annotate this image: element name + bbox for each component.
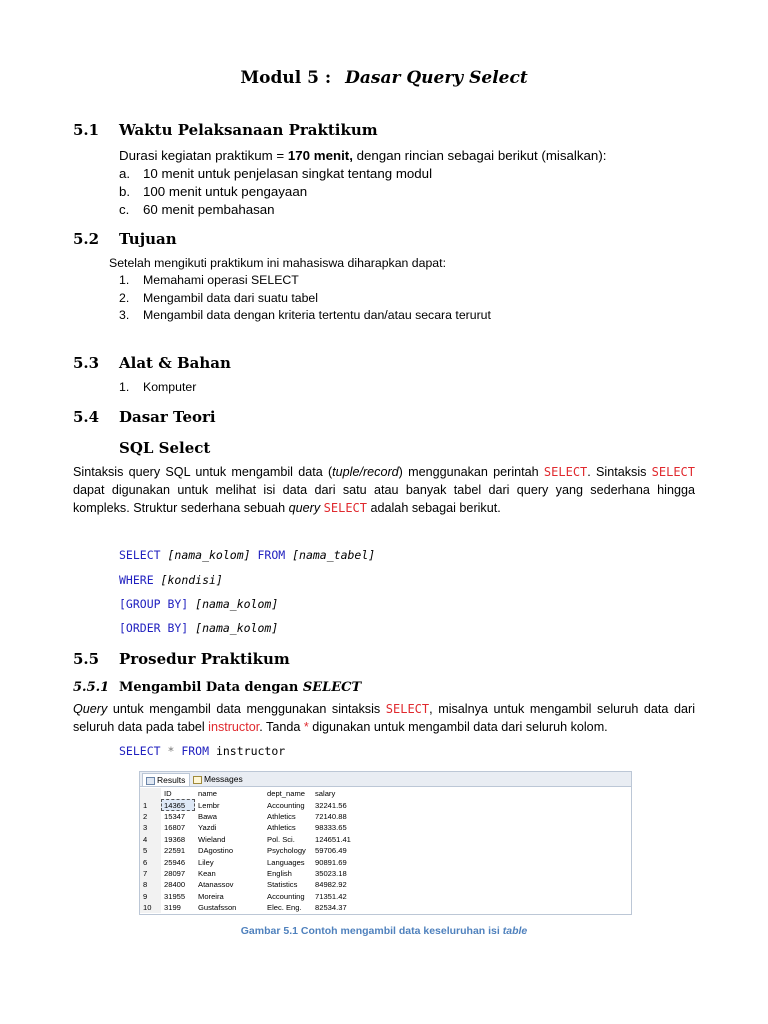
table-cell[interactable]: Psychology bbox=[267, 846, 306, 856]
results-tabs bbox=[140, 772, 631, 787]
intro-bold: 170 menit, bbox=[287, 148, 353, 163]
column-header[interactable]: dept_name bbox=[267, 789, 305, 799]
table-cell[interactable]: Kean bbox=[198, 868, 216, 878]
table-cell[interactable]: 22591 bbox=[164, 846, 186, 856]
column-header[interactable]: ID bbox=[164, 789, 172, 799]
row-number: 2 bbox=[140, 811, 161, 822]
tab-label: Results bbox=[157, 775, 186, 785]
code-keyword: SELECT bbox=[119, 744, 161, 758]
list-item bbox=[119, 201, 432, 219]
table-cell[interactable]: Accounting bbox=[267, 891, 305, 901]
text-italic: SELECT bbox=[302, 680, 362, 695]
subsection-title: SQL Select bbox=[119, 439, 211, 457]
table-cell[interactable]: Wieland bbox=[198, 834, 226, 844]
list-item bbox=[119, 307, 491, 325]
list-item bbox=[119, 272, 491, 290]
table-cell[interactable]: Athletics bbox=[267, 811, 296, 821]
table-cell[interactable]: Athletics bbox=[267, 823, 296, 833]
table-cell[interactable]: 28400 bbox=[164, 880, 186, 890]
row-number: 4 bbox=[140, 834, 161, 845]
duration-intro bbox=[119, 147, 606, 165]
list-text: Komputer bbox=[143, 380, 197, 394]
text: Sintaksis query SQL untuk mengambil data ( bbox=[73, 465, 333, 479]
figure-caption bbox=[0, 925, 768, 937]
list-text: 100 menit untuk pengayaan bbox=[143, 184, 308, 199]
table-row[interactable] bbox=[140, 891, 359, 902]
table-cell[interactable]: 59706.49 bbox=[315, 846, 347, 856]
table-cell[interactable]: 124651.41 bbox=[315, 834, 351, 844]
code-keyword: [ORDER BY] bbox=[119, 621, 189, 635]
code-table: instructor bbox=[209, 744, 286, 758]
section-number: 5.5 bbox=[73, 650, 100, 668]
table-cell[interactable]: 14365 bbox=[161, 799, 195, 810]
code-keyword: [GROUP BY] bbox=[119, 597, 189, 611]
table-row[interactable] bbox=[140, 868, 359, 879]
table-cell[interactable]: Lembr bbox=[198, 800, 220, 810]
section-title: Prosedur Praktikum bbox=[119, 650, 290, 668]
keyword: SELECT bbox=[543, 465, 588, 479]
subsection-number: 5.5.1 bbox=[73, 680, 110, 695]
asterisk: * bbox=[303, 720, 309, 734]
table-cell[interactable]: Liley bbox=[198, 857, 214, 867]
text: untuk mengambil data menggunakan sintaksis bbox=[107, 702, 386, 716]
objective-list bbox=[119, 272, 491, 325]
tab-label: Messages bbox=[204, 774, 243, 784]
section-title: Alat & Bahan bbox=[119, 354, 231, 372]
table-cell[interactable]: 16807 bbox=[164, 823, 186, 833]
text: ) menggunakan perintah bbox=[398, 465, 544, 479]
code-keyword: SELECT bbox=[119, 548, 161, 562]
row-number: 3 bbox=[140, 822, 161, 833]
tools-list bbox=[119, 380, 196, 394]
keyword: SELECT bbox=[651, 465, 696, 479]
module-subtitle: Dasar Query Select bbox=[345, 68, 528, 88]
caption-italic: table bbox=[502, 925, 528, 937]
code-line bbox=[119, 744, 285, 758]
column-header[interactable]: salary bbox=[315, 789, 336, 799]
table-name: instructor bbox=[208, 720, 260, 734]
intro-text-post: dengan rincian sebagai berikut (misalkan): bbox=[352, 148, 607, 163]
code-arg: [nama_kolom] bbox=[188, 597, 279, 611]
section-number: 5.3 bbox=[73, 354, 100, 372]
row-number: 1 bbox=[140, 799, 161, 810]
list-item bbox=[119, 165, 432, 183]
table-cell[interactable]: 31955 bbox=[164, 891, 186, 901]
text-italic: tuple/record bbox=[332, 465, 399, 479]
list-marker: 3. bbox=[119, 308, 130, 322]
text: . Sintaksis bbox=[587, 465, 652, 479]
list-text: 60 menit pembahasan bbox=[143, 202, 275, 217]
caption-text: Gambar 5.1 Contoh mengambil data keseluruhan isi bbox=[240, 925, 503, 937]
table-cell[interactable]: Pol. Sci. bbox=[267, 834, 295, 844]
table-cell[interactable]: 35023.18 bbox=[315, 868, 347, 878]
table-cell[interactable]: Gustafsson bbox=[198, 903, 237, 913]
table-cell[interactable]: Yazdi bbox=[198, 823, 217, 833]
theory-paragraph bbox=[73, 463, 695, 517]
list-text: Mengambil data dengan kriteria tertentu dan/atau secara terurut bbox=[143, 308, 491, 322]
text-italic: Query bbox=[73, 702, 108, 716]
results-table bbox=[140, 788, 359, 913]
intro-text: Durasi kegiatan praktikum = bbox=[119, 148, 288, 163]
code-line bbox=[119, 573, 223, 587]
row-number: 6 bbox=[140, 856, 161, 867]
table-cell[interactable]: 71351.42 bbox=[315, 891, 347, 901]
keyword: SELECT bbox=[385, 702, 430, 716]
table-cell[interactable]: 90891.69 bbox=[315, 857, 347, 867]
objective-intro: Setelah mengikuti praktikum ini mahasiswa diharapkan dapat: bbox=[109, 256, 446, 270]
table-cell[interactable]: Languages bbox=[267, 857, 305, 867]
section-number: 5.1 bbox=[73, 121, 100, 139]
grid-icon bbox=[146, 777, 155, 785]
code-line bbox=[119, 548, 375, 562]
list-marker: 1. bbox=[119, 273, 130, 287]
table-cell[interactable]: 72140.88 bbox=[315, 811, 347, 821]
row-number: 8 bbox=[140, 879, 161, 890]
code-keyword: FROM bbox=[257, 548, 286, 562]
list-text: Memahami operasi SELECT bbox=[143, 273, 299, 287]
section-number: 5.2 bbox=[73, 230, 100, 248]
table-cell[interactable]: Statistics bbox=[267, 880, 298, 890]
page-title bbox=[0, 68, 768, 88]
section-title: Waktu Pelaksanaan Praktikum bbox=[119, 121, 378, 139]
table-cell[interactable]: 19368 bbox=[164, 834, 186, 844]
column-header[interactable]: name bbox=[198, 789, 217, 799]
table-cell[interactable]: Accounting bbox=[267, 800, 305, 810]
procedure-paragraph bbox=[73, 700, 695, 736]
table-row[interactable] bbox=[140, 845, 359, 856]
section-title: Tujuan bbox=[119, 230, 177, 248]
module-label: Modul 5 : bbox=[240, 68, 332, 88]
list-item bbox=[119, 380, 196, 394]
table-row[interactable] bbox=[140, 822, 359, 833]
list-text: Mengambil data dari suatu tabel bbox=[143, 290, 318, 305]
table-row[interactable] bbox=[140, 902, 359, 913]
table-cell[interactable]: DAgostino bbox=[198, 846, 234, 856]
text: Mengambil Data dengan bbox=[119, 680, 303, 695]
code-line bbox=[119, 621, 278, 635]
list-marker: a. bbox=[119, 166, 131, 181]
row-number-header bbox=[140, 788, 161, 799]
code-arg: [nama_tabel] bbox=[285, 548, 376, 562]
section-title: Dasar Teori bbox=[119, 408, 216, 426]
table-header-row bbox=[140, 788, 359, 799]
results-grid bbox=[139, 771, 632, 915]
duration-list bbox=[119, 165, 432, 219]
subsection-title bbox=[119, 680, 361, 695]
list-marker: 1. bbox=[119, 380, 130, 394]
table-cell[interactable]: 15347 bbox=[164, 811, 186, 821]
tab-results[interactable] bbox=[142, 773, 190, 786]
message-icon bbox=[193, 776, 202, 784]
list-marker: c. bbox=[119, 202, 130, 217]
list-marker: b. bbox=[119, 184, 131, 199]
text-italic: query bbox=[288, 501, 321, 515]
table-cell[interactable]: 28097 bbox=[164, 868, 186, 878]
list-marker: 2. bbox=[119, 290, 130, 305]
table-cell[interactable]: English bbox=[267, 868, 292, 878]
table-cell[interactable]: Elec. Eng. bbox=[267, 903, 302, 913]
text: digunakan untuk mengambil data dari seluruh kolom. bbox=[308, 720, 608, 734]
row-number: 10 bbox=[140, 902, 161, 913]
row-number: 7 bbox=[140, 868, 161, 879]
list-item bbox=[119, 290, 491, 308]
table-cell[interactable]: 25946 bbox=[164, 857, 186, 867]
row-number: 5 bbox=[140, 845, 161, 856]
table-cell[interactable]: Atanassov bbox=[198, 880, 234, 890]
code-arg: [nama_kolom] bbox=[160, 548, 258, 562]
code-star: * bbox=[160, 744, 182, 758]
table-row[interactable] bbox=[140, 879, 359, 890]
keyword: SELECT bbox=[323, 501, 367, 515]
list-item bbox=[119, 183, 432, 201]
row-number: 9 bbox=[140, 891, 161, 902]
code-line bbox=[119, 597, 278, 611]
table-cell[interactable]: 3199 bbox=[164, 903, 181, 913]
section-number: 5.4 bbox=[73, 408, 100, 426]
list-text: 10 menit untuk penjelasan singkat tentang modul bbox=[143, 166, 433, 181]
table-cell[interactable]: 32241.56 bbox=[315, 800, 347, 810]
text: , misalnya untuk mengambil seluruh data dari seluruh data pada tabel bbox=[73, 702, 695, 734]
table-cell[interactable]: Moreira bbox=[198, 891, 224, 901]
table-row[interactable] bbox=[140, 834, 359, 845]
text: . Tanda bbox=[259, 720, 304, 734]
table-row[interactable] bbox=[140, 799, 359, 810]
table-cell[interactable]: 98333.65 bbox=[315, 823, 347, 833]
table-row[interactable] bbox=[140, 811, 359, 822]
text: adalah sebagai berikut. bbox=[367, 501, 501, 515]
table-cell[interactable]: Bawa bbox=[198, 811, 217, 821]
code-keyword: FROM bbox=[181, 744, 210, 758]
table-cell[interactable]: 82534.37 bbox=[315, 903, 347, 913]
code-arg: [nama_kolom] bbox=[188, 621, 279, 635]
text: dapat digunakan untuk melihat isi data dari satu atau banyak tabel dari query yang sederhana hingga kompleks. Struktur sederhana sebuah bbox=[73, 483, 695, 515]
tab-messages[interactable] bbox=[190, 773, 247, 785]
table-cell[interactable]: 84982.92 bbox=[315, 880, 347, 890]
code-keyword: WHERE bbox=[119, 573, 154, 587]
code-arg: [kondisi] bbox=[153, 573, 223, 587]
table-row[interactable] bbox=[140, 856, 359, 867]
